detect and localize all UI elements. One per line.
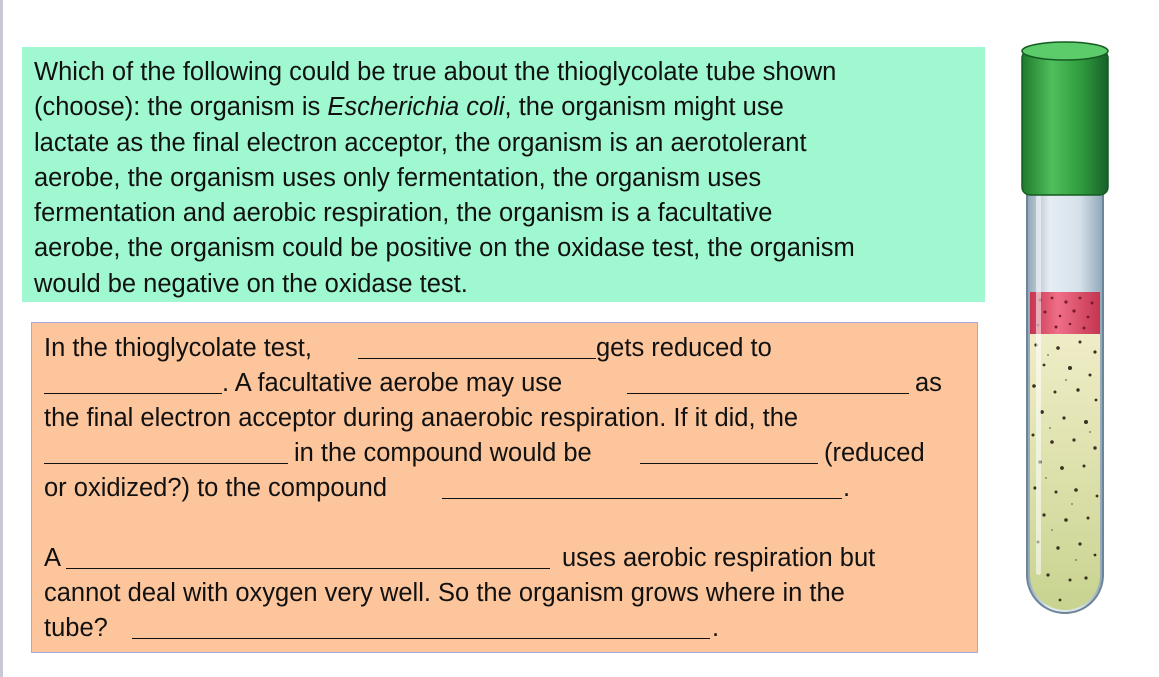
fill-text: . xyxy=(712,614,720,642)
fill-in-box xyxy=(31,322,978,653)
tube-cap xyxy=(1022,50,1108,195)
fill-text: A xyxy=(44,544,62,572)
fill-text: gets reduced to xyxy=(596,334,772,362)
question-line-2a: (choose): the organism is xyxy=(34,93,328,122)
question-line-7: would be negative on the oxidase test. xyxy=(34,269,468,298)
thioglycolate-tube-icon xyxy=(1000,30,1130,630)
answer-blank[interactable] xyxy=(132,638,710,639)
fill-text: . A facultative aerobe may use xyxy=(222,369,563,397)
question-line-5: fermentation and aerobic respiration, the organism is a facultative xyxy=(34,199,773,228)
question-line-1: Which of the following could be true about the thioglycolate tube shown xyxy=(34,58,837,86)
answer-blank[interactable] xyxy=(44,393,222,394)
fill-text: the final electron acceptor during anaerobic respiration. If it did, the xyxy=(44,404,799,432)
question-text xyxy=(34,55,985,302)
question-box xyxy=(22,47,985,302)
answer-blank[interactable] xyxy=(640,463,818,464)
question-line-2b: , the organism might use xyxy=(504,93,784,122)
fill-text: (reduced xyxy=(824,439,925,467)
answer-blank[interactable] xyxy=(66,568,550,569)
fill-text: uses aerobic respiration but xyxy=(562,544,876,572)
fill-text: cannot deal with oxygen very well. So the organism grows where in the xyxy=(44,579,845,607)
fill-text: In the thioglycolate test, xyxy=(44,334,312,362)
left-edge-line xyxy=(0,0,3,677)
fill-text: or oxidized?) to the compound xyxy=(44,474,388,502)
question-line-6: aerobe, the organism could be positive on the oxidase test, the organism xyxy=(34,234,855,263)
fill-text: . xyxy=(843,474,851,502)
fill-text: in the compound would be xyxy=(294,439,592,467)
answer-blank[interactable] xyxy=(627,393,909,394)
fill-text: tube? xyxy=(44,614,108,642)
question-line-3: lactate as the final electron acceptor, the organism is an aerotolerant xyxy=(34,128,807,157)
question-line-4: aerobe, the organism uses only fermentation, the organism uses xyxy=(34,163,762,192)
answer-blank[interactable] xyxy=(44,463,288,464)
organism-name-italic: Escherichia coli xyxy=(327,93,505,122)
answer-blank[interactable] xyxy=(358,358,596,359)
answer-blank[interactable] xyxy=(442,498,842,499)
fill-text: as xyxy=(915,369,942,397)
